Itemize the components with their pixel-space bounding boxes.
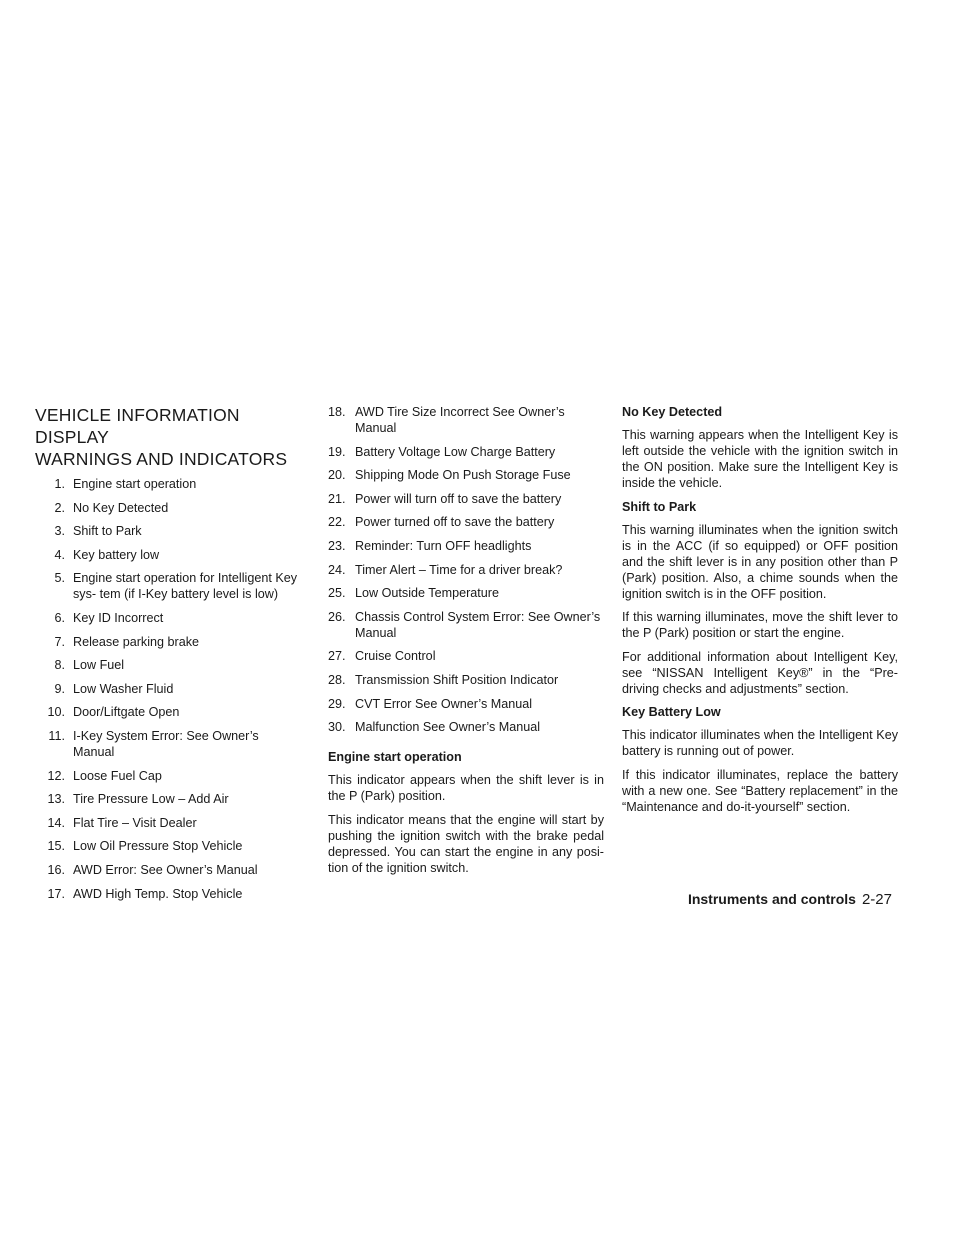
list-item-number: 13.	[47, 792, 65, 807]
list-item-number: 20.	[328, 468, 346, 483]
list-item	[328, 514, 604, 530]
key-battery-heading: Key Battery Low	[622, 705, 721, 720]
list-item-text: Shift to Park	[73, 524, 142, 539]
list-item-text: Battery Voltage Low Charge Battery	[355, 444, 556, 459]
list-item	[328, 609, 604, 641]
list-item	[35, 791, 300, 807]
list-item-text: AWD Error: See Owner’s Manual	[73, 862, 258, 877]
section-title: VEHICLE INFORMATION DISPLAY WARNINGS AND INDICATORS	[35, 405, 288, 469]
key-battery-paragraph-2: If this indicator illuminates, replace the battery with a new one. See “Battery replacement” in the “Maintenance and do-it-yourself” section.	[622, 767, 898, 814]
list-item-text: Low Oil Pressure Stop Vehicle	[73, 839, 243, 854]
list-item-number: 17.	[47, 886, 65, 901]
list-item-number: 19.	[328, 444, 346, 459]
list-item	[328, 444, 604, 460]
list-item-number: 12.	[47, 768, 65, 783]
list-item-text: Low Outside Temperature	[355, 586, 499, 601]
list-item	[35, 610, 300, 626]
list-item-text: Key battery low	[73, 547, 160, 562]
list-item-number: 2.	[54, 500, 65, 515]
list-item	[35, 862, 300, 878]
list-item-text: Transmission Shift Position Indicator	[355, 672, 559, 687]
list-item-text: Cruise Control	[355, 649, 436, 664]
list-item-number: 10.	[47, 705, 65, 720]
list-item-number: 4.	[54, 547, 65, 562]
list-item	[35, 500, 300, 516]
list-item-number: 23.	[328, 538, 346, 553]
right-column	[622, 404, 898, 823]
indicator-list-part-2	[328, 404, 604, 735]
list-item-number: 25.	[328, 586, 346, 601]
list-item	[328, 585, 604, 601]
page-footer	[688, 890, 892, 909]
list-item-text: Malfunction See Owner’s Manual	[355, 720, 541, 735]
list-item-text: Flat Tire – Visit Dealer	[73, 815, 197, 830]
list-item	[35, 728, 300, 760]
list-item	[35, 768, 300, 784]
list-item-number: 22.	[328, 515, 346, 530]
list-item	[328, 467, 604, 483]
list-item-text: Power will turn off to save the battery	[355, 491, 562, 506]
list-item-number: 9.	[54, 681, 65, 696]
list-item-text: AWD Tire Size Incorrect See Owner’s Manual	[355, 405, 565, 435]
list-item-text: Tire Pressure Low – Add Air	[73, 792, 229, 807]
list-item	[35, 570, 300, 602]
list-item-text: Release parking brake	[73, 634, 200, 649]
left-column	[35, 404, 300, 909]
list-item	[35, 523, 300, 539]
list-item	[35, 704, 300, 720]
list-item	[328, 648, 604, 664]
list-item	[35, 681, 300, 697]
shift-park-paragraph-2: If this warning illuminates, move the shift lever to the P (Park) position or start the engine.	[622, 610, 898, 641]
list-item-text: CVT Error See Owner’s Manual	[355, 696, 533, 711]
engine-start-paragraph-1: This indicator appears when the shift lever is in the P (Park) position.	[328, 773, 604, 804]
list-item-text: No Key Detected	[73, 500, 169, 515]
shift-park-heading: Shift to Park	[622, 499, 697, 514]
list-item-number: 30.	[328, 720, 346, 735]
list-item	[35, 634, 300, 650]
list-item-text: Loose Fuel Cap	[73, 768, 162, 783]
list-item-number: 7.	[54, 634, 65, 649]
list-item-text: Reminder: Turn OFF headlights	[355, 538, 532, 553]
list-item-number: 21.	[328, 491, 346, 506]
list-item-text: Shipping Mode On Push Storage Fuse	[355, 468, 571, 483]
list-item	[35, 657, 300, 673]
list-item	[328, 696, 604, 712]
list-item	[328, 562, 604, 578]
list-item	[328, 404, 604, 436]
chapter-title: Instruments and controls	[687, 891, 856, 907]
list-item-number: 1.	[54, 477, 65, 491]
no-key-heading: No Key Detected	[622, 405, 723, 419]
list-item-number: 27.	[328, 649, 346, 664]
list-item-number: 24.	[328, 562, 346, 577]
list-item-text: Chassis Control System Error: See Owner’s Manual	[355, 609, 601, 640]
list-item-text: Timer Alert – Time for a driver break?	[355, 562, 563, 577]
engine-start-paragraph-2: This indicator means that the engine will start by pushing the ignition switch with the brake pedal depressed. You can start the engine in any posi- tion of the ignition switch.	[328, 812, 604, 875]
list-item	[35, 476, 300, 492]
list-item-number: 6.	[54, 610, 65, 625]
indicator-list-part-1	[35, 476, 300, 902]
list-item	[35, 886, 300, 902]
list-item	[35, 815, 300, 831]
list-item	[328, 491, 604, 507]
list-item	[328, 538, 604, 554]
list-item-number: 15.	[47, 839, 65, 854]
list-item-number: 16.	[47, 862, 65, 877]
list-item-text: Low Fuel	[73, 658, 125, 673]
no-key-paragraph-1: This warning appears when the Intelligent Key is left outside the vehicle with the ignition switch in the ON position. Make sure the Intelligent Key is inside the vehicle.	[622, 428, 898, 490]
list-item	[328, 672, 604, 688]
list-item-number: 3.	[54, 524, 65, 539]
shift-park-paragraph-3: For additional information about Intelligent Key, see “NISSAN Intelligent Key®” in the “Pre- driving checks and adjustments” section.	[622, 649, 898, 696]
list-item-text: AWD High Temp. Stop Vehicle	[73, 886, 243, 901]
list-item	[328, 719, 604, 735]
list-item-number: 8.	[54, 658, 65, 673]
engine-start-heading: Engine start operation	[328, 750, 462, 765]
list-item-text: Low Washer Fluid	[73, 681, 174, 696]
shift-park-paragraph-1: This warning illuminates when the ignition switch is in the ACC (if so equipped) or OFF position and the shift lever is in any position other than P (Park) position. Also, a chime sounds when the ignition switch is in the OFF position.	[622, 522, 898, 601]
page-number: 2-27	[861, 891, 892, 908]
list-item	[35, 838, 300, 854]
list-item-number: 18.	[328, 405, 346, 419]
list-item-text: I-Key System Error: See Owner’s Manual	[73, 728, 259, 759]
list-item-text: Power turned off to save the battery	[355, 515, 555, 530]
list-item-number: 29.	[328, 696, 346, 711]
list-item-text: Key ID Incorrect	[73, 610, 164, 625]
key-battery-paragraph-1: This indicator illuminates when the Intelligent Key battery is running out of power.	[622, 728, 898, 759]
list-item-number: 11.	[48, 728, 65, 743]
list-item-number: 28.	[328, 672, 346, 687]
list-item-number: 14.	[47, 815, 65, 830]
list-item-number: 26.	[328, 609, 346, 624]
list-item-text: Engine start operation for Intelligent Key sys- tem (if I-Key battery level is low)	[73, 571, 298, 602]
list-item-number: 5.	[54, 571, 65, 586]
list-item-text: Door/Liftgate Open	[73, 705, 180, 720]
list-item-text: Engine start operation	[73, 477, 197, 491]
middle-column	[328, 404, 604, 883]
list-item	[35, 547, 300, 563]
